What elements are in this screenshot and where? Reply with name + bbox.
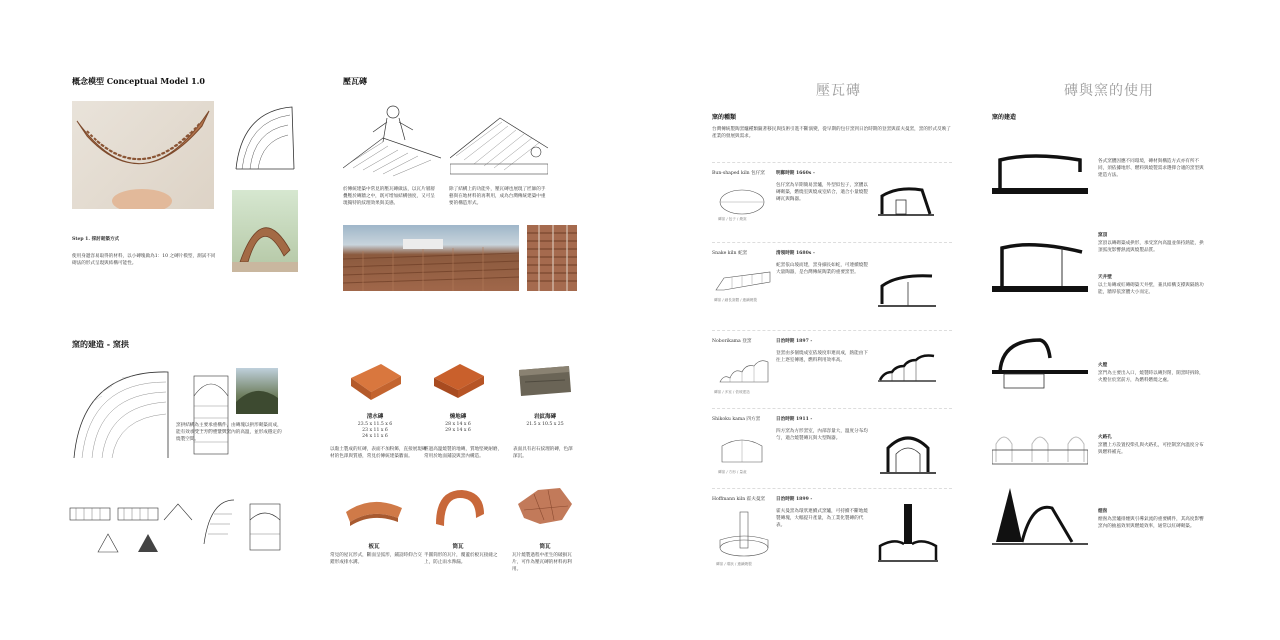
kiln-5-tag: 磚窯 / 環狀 / 連續燒製 xyxy=(716,562,752,566)
material-6-desc: 瓦片燒製過程中產生的破損瓦片，可作為壓瓦磚的材料再利用。 xyxy=(512,553,572,572)
material-3-name: 岩紋海磚 xyxy=(533,414,556,420)
types-intro: 台灣傳統製陶窯爐種類隨著移民與技術引進不斷演變，從早期的包仔窯到日治時期的登窯與霍夫曼窯，窯的形式反映了產業的發展與需求。 xyxy=(712,127,951,139)
types-title: 窯的種類 xyxy=(712,114,737,121)
roof-sketch xyxy=(450,108,548,180)
material-4-name: 板瓦 xyxy=(368,544,380,550)
material-1-desc: 以黏土製成的紅磚，表面不加粉飾，直接展現磚材的色澤與質感，常見於傳統建築牆面。 xyxy=(330,447,427,459)
material-2-desc: 經過高溫燒製的地磚，質地堅硬耐磨，常用於地面鋪設與窯內構造。 xyxy=(424,447,503,459)
kiln-1-name: Bun-shaped kiln 包仔窯 xyxy=(712,171,765,176)
material-4-desc: 常見的屋瓦形式，斷面呈弧形，鋪設時仰合交錯形成排水溝。 xyxy=(330,553,422,565)
build-6-title: 煙囪 xyxy=(1098,509,1108,514)
bun-kiln-section xyxy=(878,184,934,218)
kiln-5-name: Hoffmann kiln 霍夫曼窯 xyxy=(712,497,766,502)
build-6-text: 煙囪為窯爐排煙與引導氣流的重要構件，其高度影響窯內的抽風效果與燃燒效率，通常以紅磚砌築。 xyxy=(1098,517,1204,529)
arch-model-photo xyxy=(232,190,298,272)
material-2-name: 燒地磚 xyxy=(449,414,467,420)
kiln-2-era: 清領時期 1680s - xyxy=(776,251,815,256)
build-4-text: 窯門為主要出入口，燒製時以磚封閉，開窯時拆除，火膛位於窯前方，為燃料燃燒之處。 xyxy=(1098,371,1204,383)
material-1-name: 清水磚 xyxy=(366,414,384,420)
material-1-dims: 23.5 x 11.5 x 6 23 x 11 x 6 24 x 11 x 6 xyxy=(357,422,393,439)
roof-photo xyxy=(343,225,519,291)
build-title: 窯的建造 xyxy=(992,114,1017,121)
header-right: 磚與窯的使用 xyxy=(1064,83,1154,99)
kiln-5-desc: 霍夫曼窯為環狀連續式窯爐，可持續不斷地燒製磚塊，大幅提升產量，為工業化製磚的代表。 xyxy=(776,509,868,528)
model-photo xyxy=(72,101,214,209)
kiln-arch-sketch xyxy=(72,362,172,462)
build-4-title: 火膛 xyxy=(1098,363,1108,368)
kiln-4-name: Shikoku kama 四方窯 xyxy=(712,417,761,422)
material-3-desc: 表面具有岩石紋理的磚，色澤深沉。 xyxy=(513,447,573,459)
snake-kiln-section xyxy=(878,262,936,308)
build-diagram-5 xyxy=(992,478,1088,548)
kiln-2-name: Snake kiln 蛇窯 xyxy=(712,251,748,256)
kiln-4-tag: 磚窯 / 方形 / 量產 xyxy=(718,470,747,474)
build-5-text: 窯體上方設置投柴孔與火路孔，可控制窯內溫度分布與燃料補充。 xyxy=(1098,443,1204,455)
build-1-text: 各式窯體因應不同環境，磚材與構造方式亦有所不同，須依據地形、燃料與燒製需求選擇合適的窯型與建造方法。 xyxy=(1098,159,1204,178)
material-5-name: 筒瓦 xyxy=(452,544,464,550)
kiln-1-era: 明鄭時期 1660s - xyxy=(776,171,815,176)
build-2-text: 窯頂以磚砌築成拱形，承受窯內高溫並保持熱能，拱頂弧度影響熱流與燒製品質。 xyxy=(1098,241,1204,253)
kiln-text: 窯拱結構為主要承重構件，由磚塊以拱形砌築而成，能有效承受上方的重量與窯內的高溫，並形成穩定的燒製空間。 xyxy=(176,423,282,442)
pressed-tile-title: 壓瓦磚 xyxy=(343,76,367,86)
broken-tile-image xyxy=(514,484,576,530)
climbing-kiln-section xyxy=(878,350,936,384)
kiln-2-tag: 磚窯 / 細長窯體 / 連續燒製 xyxy=(714,298,757,302)
rock-brick-image xyxy=(515,362,575,402)
square-kiln-section xyxy=(880,426,936,476)
build-diagram-2 xyxy=(992,236,1088,296)
build-5-title: 火路孔 xyxy=(1098,435,1112,440)
kiln-photo xyxy=(236,368,278,414)
builder-sketch xyxy=(343,98,441,180)
wall-photo xyxy=(527,225,577,291)
step-title: Step 1. 探討砌築方式 xyxy=(72,237,120,242)
build-3-text: 以土角磚或紅磚砌築天井壁，兼具結構支撐與隔熱功能，牆厚依窯體大小而定。 xyxy=(1098,283,1204,295)
build-3-title: 天井壁 xyxy=(1098,275,1112,280)
kiln-3-era: 日治時期 1897 - xyxy=(776,339,813,344)
technical-drawings-1 xyxy=(68,500,196,556)
red-brick-image xyxy=(345,358,405,402)
kiln-3-desc: 登窯由多個燒成室依坡度串連而成，熱能由下往上逐室傳遞，燃料利用效率高。 xyxy=(776,351,868,363)
kiln-2-desc: 蛇窯依山坡而建，窯身細長如蛇，可連續燒製大量陶器，是台灣傳統陶業的重要窯型。 xyxy=(776,263,868,275)
right-page xyxy=(640,0,1280,640)
concept-title: 概念模型 Conceptual Model 1.0 xyxy=(72,76,205,86)
flat-tile-image xyxy=(342,488,406,530)
build-diagram-4 xyxy=(992,428,1088,468)
fired-brick-image xyxy=(428,358,488,402)
pressed-tile-text-1: 於傳統建築中常見的壓瓦磚做法，以瓦片層層疊壓於磚牆之中，既可增加結構強度，又可呈現獨特的紋理效果與美感。 xyxy=(343,187,435,206)
hoffmann-kiln-icon xyxy=(716,510,772,558)
kiln-4-era: 日治時期 1911 - xyxy=(776,417,813,422)
material-2-dims: 28 x 14 x 6 29 x 14 x 6 xyxy=(445,422,471,433)
kiln-1-tag: 磚窯 / 包子 / 燒窯 xyxy=(718,217,747,221)
material-6-name: 筒瓦 xyxy=(539,544,551,550)
pressed-tile-text-2: 除了結構上的功能外，壓瓦磚也展現了匠師的手藝與在地材料的再利用，成為台灣傳統建築中重要的構造形式。 xyxy=(449,187,546,206)
vault-sketch xyxy=(232,101,298,173)
snake-kiln-icon xyxy=(714,268,772,294)
step-text: 使用身邊容易取得的材料，以小磚塊做為1：10 之磚片模型，測試不同砌法的形式呈現與結構可能性。 xyxy=(72,254,216,266)
header-left: 壓瓦磚 xyxy=(816,83,861,99)
build-diagram-3 xyxy=(992,334,1088,394)
bun-kiln-icon xyxy=(716,184,768,216)
hoffmann-kiln-section xyxy=(878,502,938,564)
technical-drawings-2 xyxy=(200,494,290,556)
kiln-1-desc: 包仔窯為早期簡易窯爐，外型似包子，窯體以磚砌築，燃燒室與燒成室結合，適合小量燒製磚瓦與陶器。 xyxy=(776,183,868,202)
kiln-5-era: 日治時期 1899 - xyxy=(776,497,813,502)
build-diagram-1 xyxy=(992,150,1088,198)
climbing-kiln-icon xyxy=(716,354,772,386)
material-3-dims: 21.5 x 10.5 x 25 xyxy=(526,422,564,427)
build-2-title: 窯頂 xyxy=(1098,233,1108,238)
cylinder-tile-image xyxy=(428,484,488,530)
kiln-title: 窯的建造 - 窯拱 xyxy=(72,339,129,349)
kiln-4-desc: 四方窯為方形窯室，內部容量大，溫度分布均勻，適合燒製磚瓦與大型陶器。 xyxy=(776,429,868,441)
kiln-3-name: Noborikama 登窯 xyxy=(712,339,752,344)
square-kiln-icon xyxy=(718,432,766,466)
material-5-desc: 半圓筒形的瓦片，覆蓋於板瓦接縫之上，防止雨水滲漏。 xyxy=(424,553,498,565)
kiln-3-tag: 磚窯 / 多室 / 依坡建造 xyxy=(714,390,750,394)
